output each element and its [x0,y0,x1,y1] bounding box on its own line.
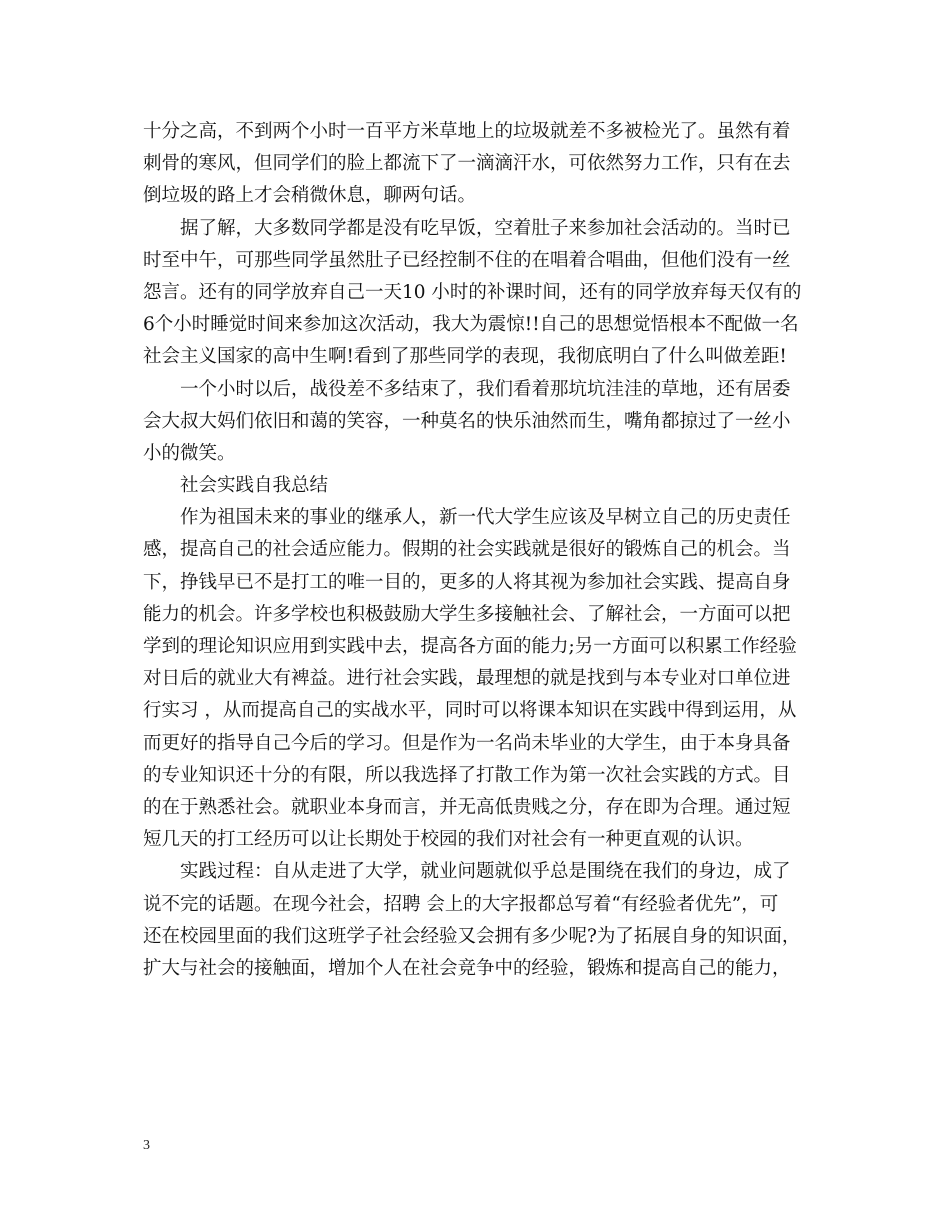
text-line: 6个小时睡觉时间来参加这次活动，我大为震惊!!自己的思想觉悟根本不配做一名 [143,314,799,336]
text-line: 还在校园里面的我们这班学子社会经验又会拥有多少呢?为了拓展自身的知识面， [143,925,801,947]
text-line: 实践过程：自从走进了大学，就业问题就似乎总是围绕在我们的身边，成了 [143,861,791,883]
text-line: 扩大与社会的接触面，增加个人在社会竞争中的经验，锻炼和提高自己的能力， [143,957,791,979]
text-line: 短几天的打工经历可以让长期处于校园的我们对社会有一种更直观的认识。 [143,829,754,851]
text-line: 的专业知识还十分的有限，所以我选择了打散工作为第一次社会实践的方式。目 [143,764,791,786]
text-line: 刺骨的寒风，但同学们的脸上都流下了一滴滴汗水，可依然努力工作，只有在去 [143,153,791,175]
text-line: 社会主义国家的高中生啊!看到了那些同学的表现，我彻底明白了什么叫做差距! [143,346,787,368]
text-line: 作为祖国未来的事业的继承人，新一代大学生应该及早树立自己的历史责任 [143,507,791,529]
text-line: 而更好的指导自己今后的学习。但是作为一名尚未毕业的大学生，由于本身具备 [143,732,791,754]
text-line: 一个小时以后，战役差不多结束了，我们看着那坑坑洼洼的草地，还有居委 [143,378,791,400]
text-line: 下，挣钱早已不是打工的唯一目的，更多的人将其视为参加社会实践、提高自身 [143,571,791,593]
text-line: 小的微笑。 [143,442,236,464]
text-line: 行实习 ，从而提高自己的实战水平，同时可以将课本知识在实践中得到运用，从 [143,700,797,722]
text-line: 据了解，大多数同学都是没有吃早饭，空着肚子来参加社会活动的。当时已 [143,217,791,239]
text-line: 会大叔大妈们依旧和蔼的笑容，一种莫名的快乐油然而生，嘴角都掠过了一丝小 [143,410,791,432]
text-line: 学到的理论知识应用到实践中去，提高各方面的能力;另一方面可以积累工作经验 [143,636,797,657]
text-line: 能力的机会。许多学校也积极鼓励大学生多接触社会、了解社会，一方面可以把 [143,603,791,625]
text-line: 倒垃圾的路上才会稍微休息，聊两句话。 [143,185,477,207]
text-line: 的在于熟悉社会。就职业本身而言，并无高低贵贱之分，存在即为合理。通过短 [143,796,791,818]
text-line: 感，提高自己的社会适应能力。假期的社会实践就是很好的锻炼自己的机会。当 [143,539,791,561]
text-line: 怨言。还有的同学放弃自己一天10 小时的补课时间，还有的同学放弃每天仅有的 [143,281,802,303]
text-line: 十分之高，不到两个小时一百平方米草地上的垃圾就差不多被检光了。虽然有着 [143,121,791,142]
text-line: 对日后的就业大有裨益。进行社会实践，最理想的就是找到与本专业对口单位进 [143,668,791,690]
page-number: 3 [143,1138,150,1153]
section-heading: 社会实践自我总结 [143,475,329,497]
text-line: 时至中午，可那些同学虽然肚子已经控制不住的在唱着合唱曲，但他们没有一丝 [143,249,791,271]
body-text [143,116,811,985]
text-line: 说不完的话题。在现今社会，招聘 会上的大字报都总写着“有经验者优先”，可 [143,893,779,915]
